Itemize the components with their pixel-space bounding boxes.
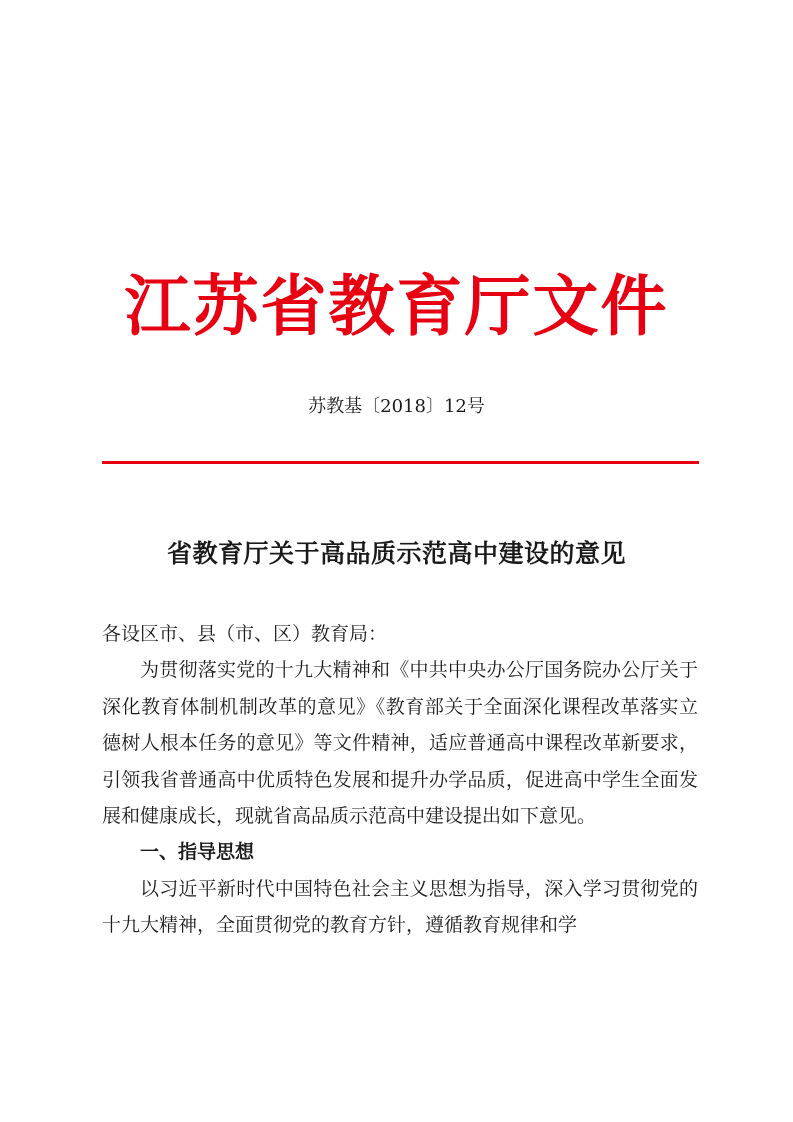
issuer-header-title: 江苏省教育厅文件 <box>124 267 669 345</box>
addressee-line: 各设区市、县（市、区）教育局： <box>102 623 388 645</box>
intro-paragraph: 为贯彻落实党的十九大精神和《中共中央办公厅国务院办公厅关于深化教育体制机制改革的意见》《教育部关于全面深化课程改革落实立德树人根本任务的意见》等文件精神，适应普通高中课程改革新要求，引领我省普通高中优质特色发展和提升办学品质，促进高中学生全面发展和健康成长，现就省高品质示范高中建设提出如下意见。 <box>102 659 698 828</box>
document-number: 苏教基〔2018〕12号 <box>308 396 485 417</box>
document-title: 省教育厅关于高品质示范高中建设的意见 <box>166 539 626 568</box>
section-1-paragraph: 以习近平新时代中国特色社会主义思想为指导，深入学习贯彻党的十九大精神，全面贯彻党的教育方针，遵循教育规律和学 <box>102 877 698 937</box>
section-heading-guiding-ideology: 一、指导思想 <box>140 841 255 864</box>
document-body <box>102 616 698 944</box>
red-divider-line <box>102 461 699 464</box>
